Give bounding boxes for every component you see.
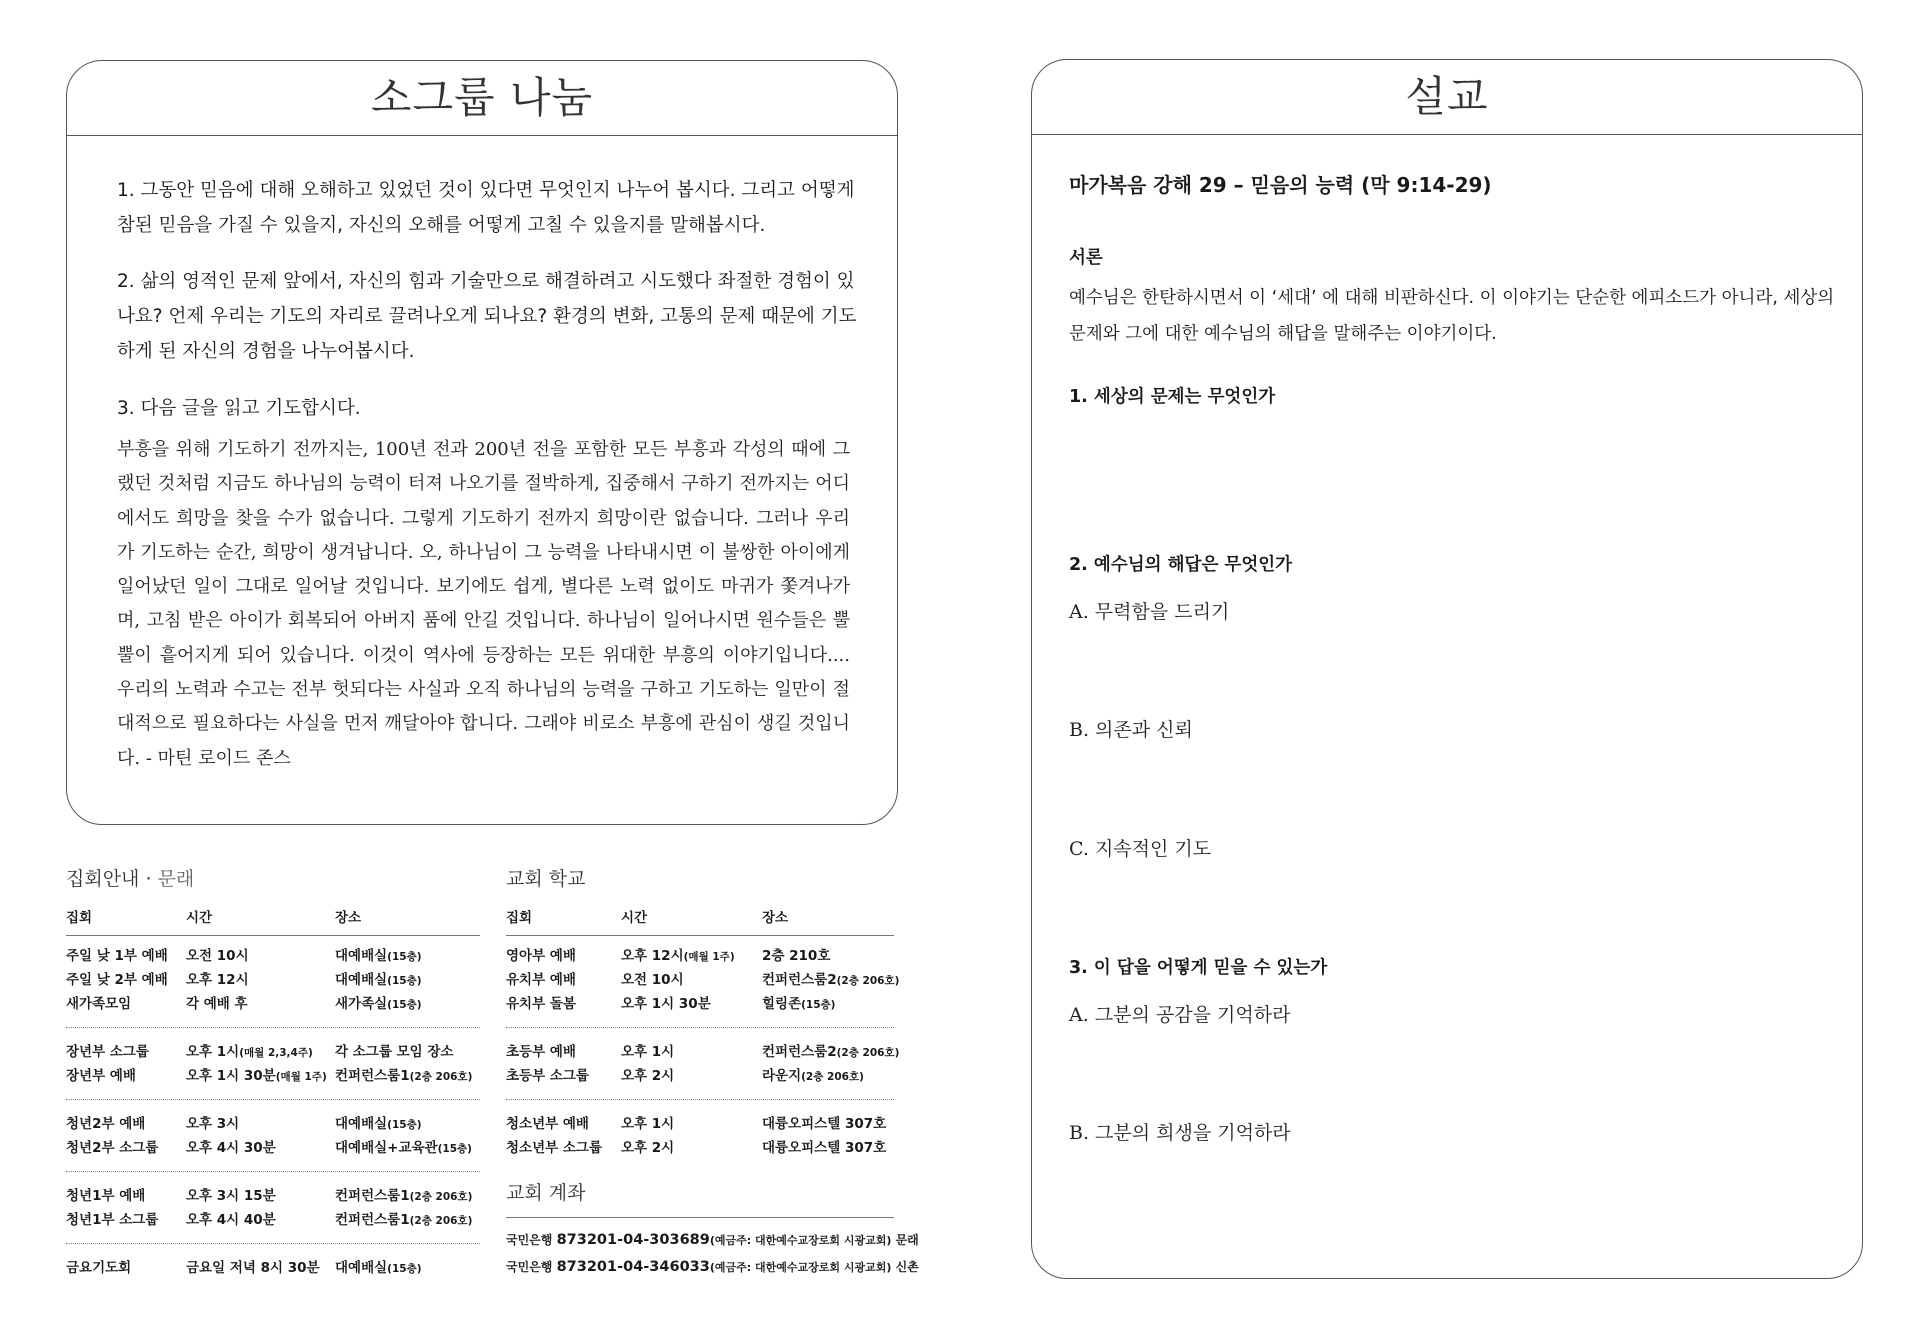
divider bbox=[66, 1099, 480, 1100]
divider bbox=[66, 935, 480, 936]
point-3-b: B. 그분의 희생을 기억하라 bbox=[1069, 1122, 1291, 1144]
divider bbox=[66, 1243, 480, 1244]
divider bbox=[66, 1171, 480, 1172]
school-table: 집회 시간 장소 영아부 예배 오후 12시(매월 1주) 2층 210호 유치부 예배 오전 10시 컨퍼런스룸2(2층 206호) 유치부 돌봄 오후 1시 30분 힐링존(15층) 초등부 예배 오후 1시 컨퍼런스룸2(2층 206호) 초등부 소그룹 오후 2시 라운지(2층 206호) 청소년부 예배 오후 1시 대륭오피스텔 307호 청소년부 소그룹 오후 2시 대륭오피스텔 307호 bbox=[506, 907, 894, 1107]
meetings-header-place: 장소 bbox=[335, 910, 362, 926]
point-2-c: C. 지속적인 기도 bbox=[1069, 838, 1212, 860]
account-1: 국민은행 873201-04-303689(예금주: 대한예수교장로회 시광교회) 문래 bbox=[506, 1232, 919, 1248]
account-2: 국민은행 873201-04-346033(예금주: 대한예수교장로회 시광교회) 신촌 bbox=[506, 1259, 919, 1275]
question-1: 1. 그동안 믿음에 대해 오해하고 있었던 것이 있다면 무엇인지 나누어 봅시다. 그리고 어떻게 참된 믿음을 가질 수 있을지, 자신의 오해를 어떻게 고칠 수 있을지를 말해봅시다. bbox=[117, 180, 855, 236]
point-3-heading: 3. 이 답을 어떻게 믿을 수 있는가 bbox=[1069, 958, 1328, 978]
meetings-title: 집회안내 bbox=[66, 868, 140, 890]
school-header-time: 시간 bbox=[621, 910, 648, 926]
meetings-header-name: 집회 bbox=[66, 910, 93, 926]
sermon-panel-title: 설교 bbox=[1032, 60, 1862, 135]
intro-text: 예수님은 한탄하시면서 이 ‘세대’ 에 대해 비판하신다. 이 이야기는 단순한 에피소드가 아니라, 세상의 문제와 그에 대한 예수님의 해답을 말해주는 이야기이다. bbox=[1069, 288, 1835, 344]
divider bbox=[506, 935, 894, 936]
school-header-name: 집회 bbox=[506, 910, 533, 926]
divider bbox=[506, 1027, 894, 1028]
point-3-a: A. 그분의 공감을 기억하라 bbox=[1069, 1004, 1291, 1026]
small-group-title: 소그룹 나눔 bbox=[67, 61, 897, 136]
divider bbox=[506, 1217, 894, 1218]
point-2-heading: 2. 예수님의 해답은 무엇인가 bbox=[1069, 555, 1293, 575]
title-separator: · bbox=[145, 868, 152, 890]
meetings-header-time: 시간 bbox=[186, 910, 213, 926]
prayer-quote: 부흥을 위해 기도하기 전까지는, 100년 전과 200년 전을 포함한 모든 부흥과 각성의 때에 그랬던 것처럼 지금도 하나님의 능력이 터져 나오기를 절박하게, 집중해서 구하기 전까지는 어디에서도 희망을 찾을 수가 없습니다. 그렇게 기도하기 전까지 희망이란 없습니다. 그러나 우리가 기도하는 순간, 희망이 생겨납니다. 오, 하나님이 그 능력을 나타내시면 이 불쌍한 아이에게 일어났던 일이 그대로 일어날 것입니다. 보기에도 쉽게, 별다른 노력 없이도 마귀가 쫓겨나가며, 고침 받은 아이가 회복되어 아버지 품에 안길 것입니다. 하나님이 일어나시면 원수들은 뿔뿔이 흩어지게 되어 있습니다. 이것이 역사에 등장하는 모든 위대한 부흥의 이야기입니다.... 우리의 노력과 수고는 전부 헛되다는 사실과 오직 하나님의 능력을 구하고 기도하는 일만이 절대적으로 필요하다는 사실을 먼저 깨달아야 합니다. 그래야 비로소 부흥에 관심이 생길 것입니다. - 마틴 로이드 존스 bbox=[117, 439, 850, 769]
point-2-a: A. 무력함을 드리기 bbox=[1069, 601, 1230, 623]
sermon-panel bbox=[1031, 59, 1863, 1279]
question-2: 2. 삶의 영적인 문제 앞에서, 자신의 힘과 기술만으로 해결하려고 시도했다 좌절한 경험이 있나요? 언제 우리는 기도의 자리로 끌려나오게 되나요? 환경의 변화, 고통의 문제 때문에 기도하게 된 자신의 경험을 나누어봅시다. bbox=[117, 271, 857, 362]
accounts-section-title: 교회 계좌 bbox=[506, 1182, 586, 1204]
meetings-location: 문래 bbox=[157, 868, 195, 890]
meetings-table: 집회 시간 장소 주일 낮 1부 예배 오전 10시 대예배실(15층) 주일 낮 2부 예배 오후 12시 대예배실(15층) 새가족모임 각 예배 후 새가족실(15층) 장년부 소그룹 오후 1시(매월 2,3,4주) 각 소그룹 모임 장소 장년부 예배 오후 1시 30분(매월 1주) 컨퍼런스룸1(2층 206호) 청년2부 예배 오후 3시 대예배실(15층) 청년2부 소그룹 오후 4시 30분 대예배실+교육관(15층) 청년1부 예배 오후 3시 15분 컨퍼런스룸1(2층 206호) 청년1부 소그룹 오후 4시 40분 컨퍼런스룸1(2층 206호) 금요기도회 금요일 저녁 8시 30분 대예배실(15층) bbox=[66, 907, 480, 1287]
divider bbox=[66, 1027, 480, 1028]
school-header-place: 장소 bbox=[762, 910, 789, 926]
sermon-title: 마가복음 강해 29 – 믿음의 능력 (막 9:14-29) bbox=[1069, 173, 1492, 197]
question-3: 3. 다음 글을 읽고 기도합시다. bbox=[117, 398, 361, 419]
meetings-section-title bbox=[66, 866, 194, 892]
point-2-b: B. 의존과 신뢰 bbox=[1069, 719, 1193, 741]
point-1-heading: 1. 세상의 문제는 무엇인가 bbox=[1069, 387, 1276, 407]
small-group-panel bbox=[66, 60, 898, 825]
school-section-title: 교회 학교 bbox=[506, 868, 586, 890]
divider bbox=[506, 1099, 894, 1100]
intro-heading: 서론 bbox=[1069, 248, 1103, 268]
